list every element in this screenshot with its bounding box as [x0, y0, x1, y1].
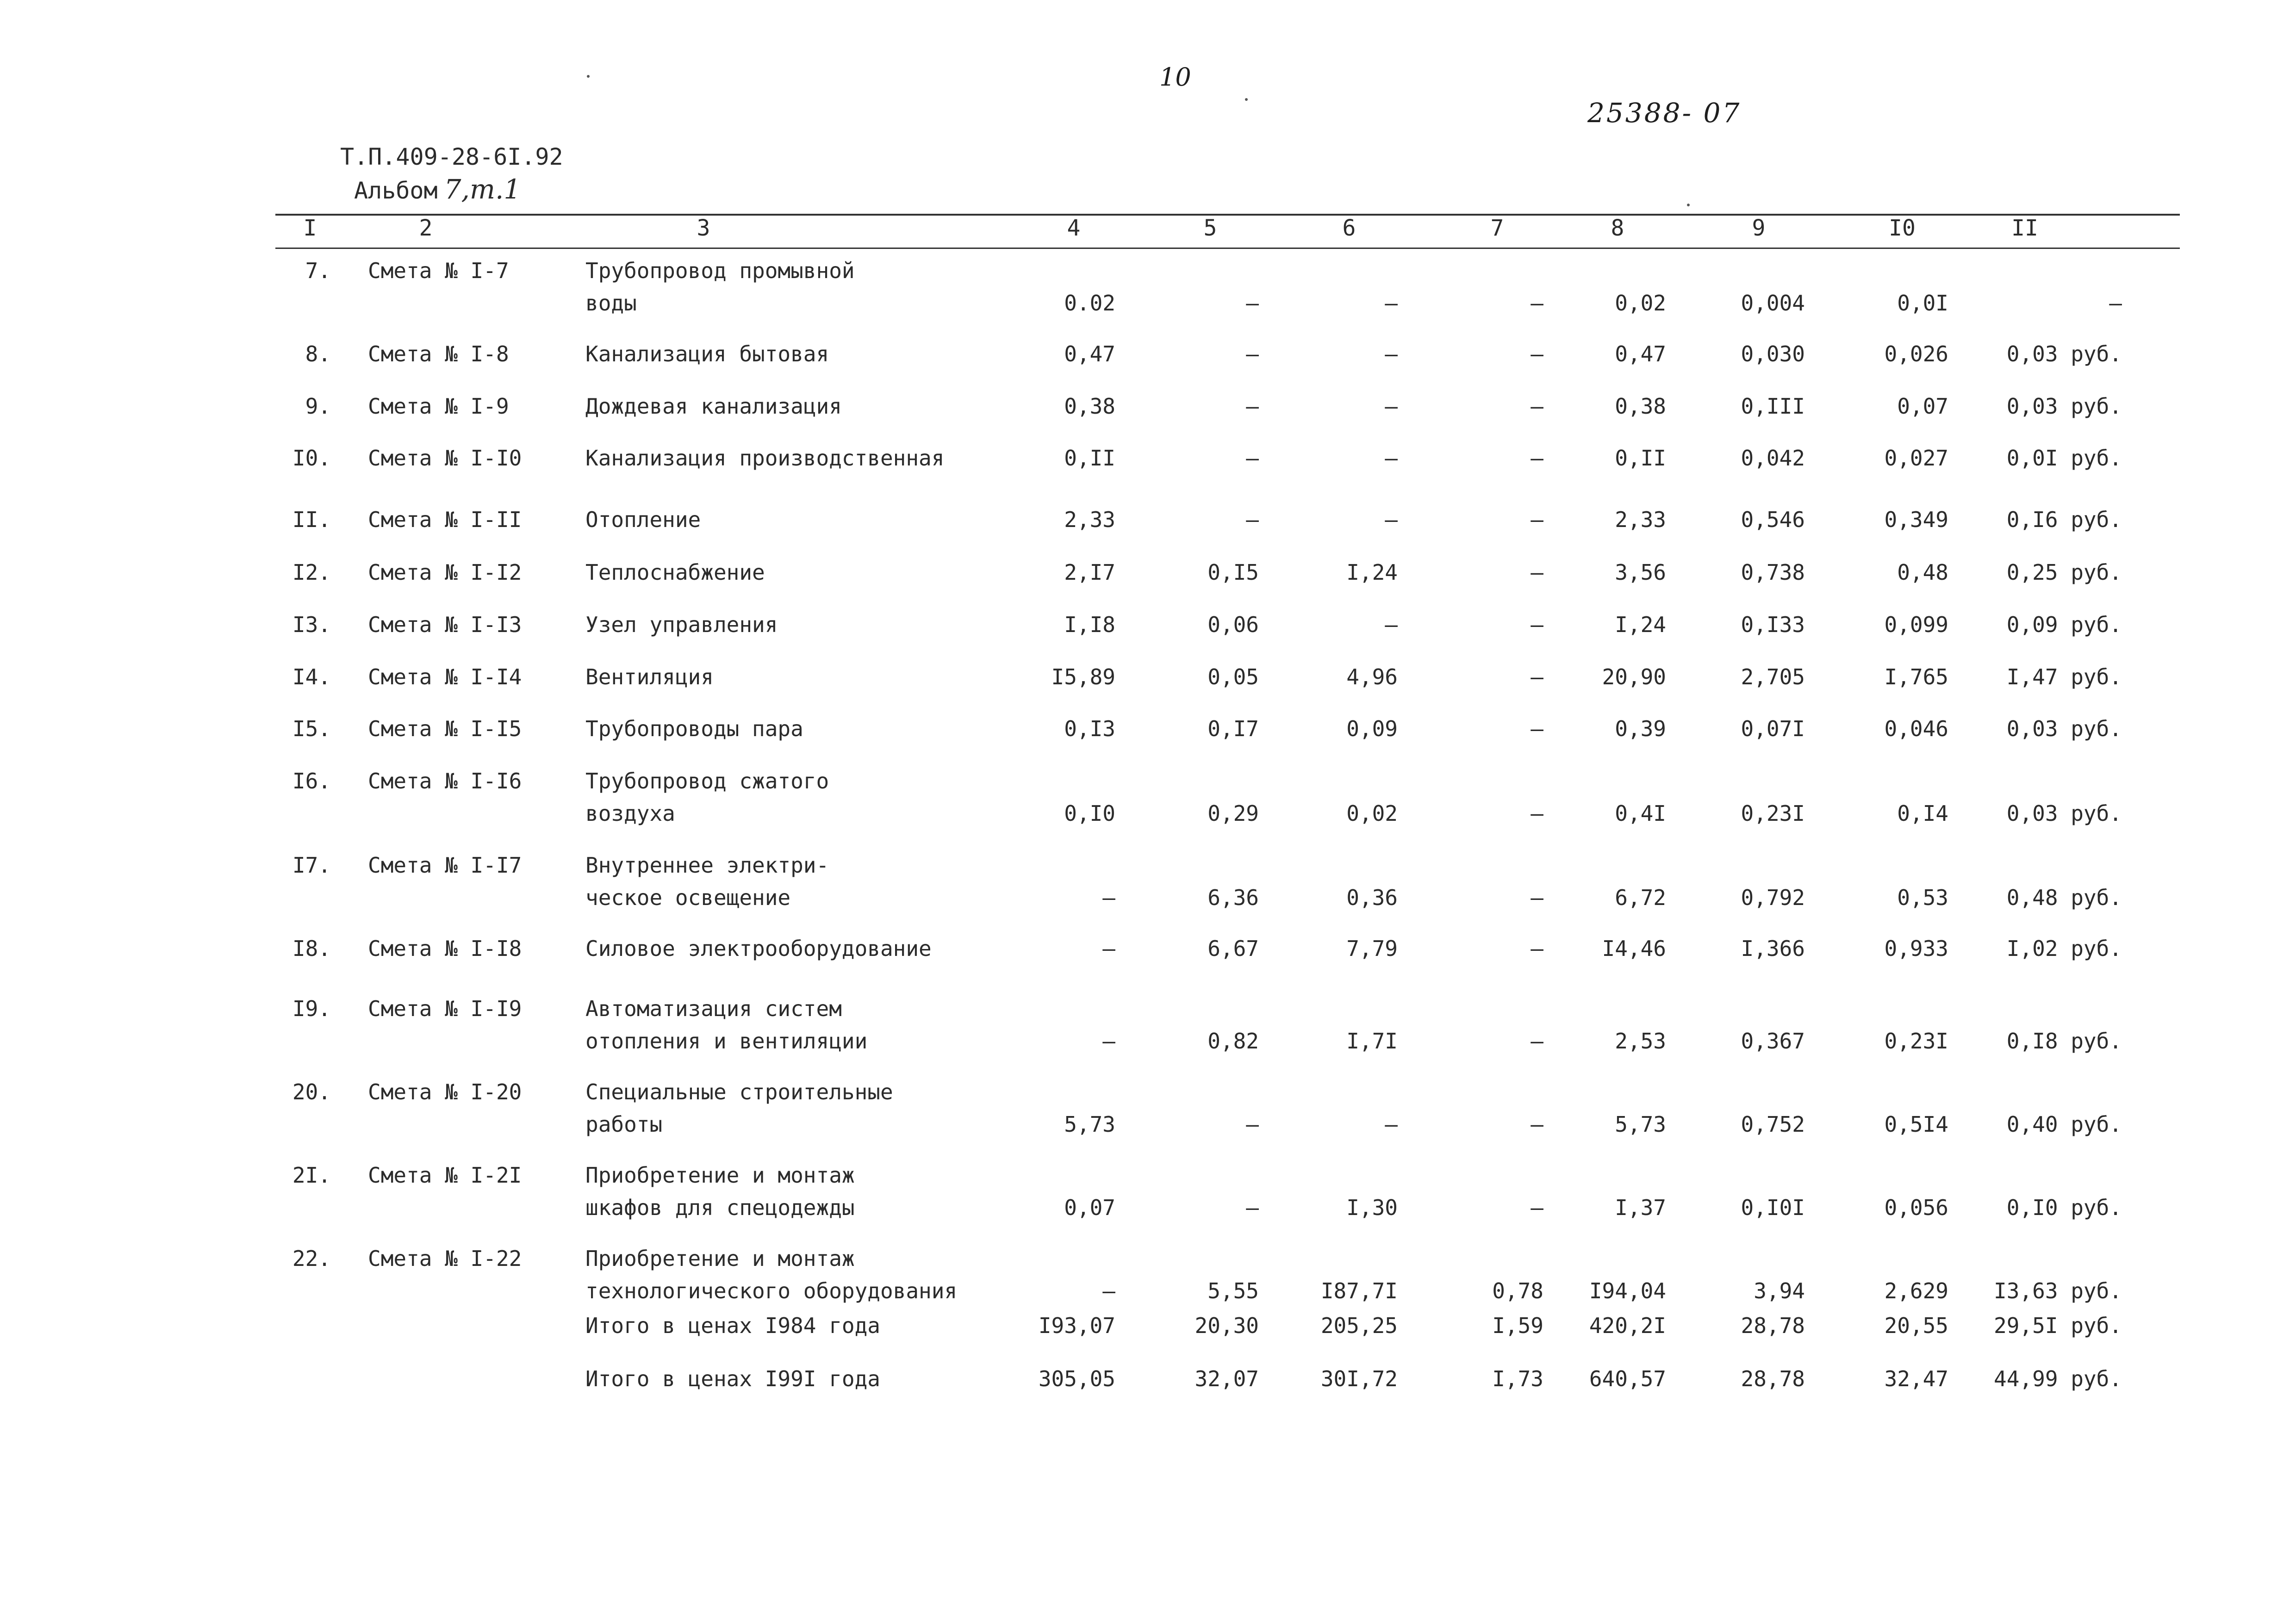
value-c11: I3,63 руб.	[1994, 1278, 2122, 1303]
row-number: 7.	[305, 258, 331, 283]
value-c8: 0,47	[1615, 341, 1666, 366]
value-c10: 2,629	[1884, 1278, 1948, 1303]
value-c4: 5,73	[1064, 1112, 1115, 1137]
scan-speck	[1245, 98, 1248, 101]
work-name-line: Приобретение и монтаж	[585, 1163, 855, 1188]
value-c11: 0,I6 руб.	[2006, 507, 2122, 532]
value-c6: 4,96	[1346, 664, 1398, 689]
value-c6: –	[1385, 1112, 1398, 1137]
value-c4: 0,II	[1064, 446, 1115, 471]
value-c5: 6,36	[1207, 885, 1259, 910]
value-c9: 0,030	[1741, 341, 1805, 366]
value-c7: –	[1531, 664, 1543, 689]
value-c11: I,47 руб.	[2006, 664, 2122, 689]
column-header-2: 2	[419, 215, 433, 241]
value-c5: –	[1246, 446, 1259, 471]
estimate-ref: Смета № I-20	[368, 1079, 522, 1104]
value-c8: I,24	[1615, 612, 1666, 637]
value-c6: –	[1385, 446, 1398, 471]
total-c7: I,59	[1492, 1313, 1543, 1338]
value-c11: 0,0I руб.	[2006, 446, 2122, 471]
row-number: 20.	[292, 1079, 331, 1104]
work-name-line: Канализация бытовая	[585, 341, 829, 366]
value-c10: 0,046	[1884, 716, 1948, 741]
album-line	[354, 174, 521, 205]
value-c8: I94,04	[1589, 1278, 1666, 1303]
value-c4: –	[1102, 936, 1115, 961]
value-c7: –	[1531, 885, 1543, 910]
value-c5: 0,29	[1207, 801, 1259, 826]
total-c9: 28,78	[1741, 1366, 1805, 1391]
value-c9: 0,I0I	[1741, 1195, 1805, 1220]
value-c4: I5,89	[1051, 664, 1115, 689]
value-c7: –	[1531, 446, 1543, 471]
value-c7: –	[1531, 1112, 1543, 1137]
work-name-line: Теплоснабжение	[585, 560, 765, 585]
row-number: 22.	[292, 1246, 331, 1271]
work-name-line: Автоматизация систем	[585, 996, 842, 1021]
album-label: Альбом	[354, 177, 438, 204]
estimate-ref: Смета № I-22	[368, 1246, 522, 1271]
work-name-line: Силовое электрооборудование	[585, 936, 932, 961]
row-number: I6.	[292, 769, 331, 794]
value-c10: 0,933	[1884, 936, 1948, 961]
value-c9: 0,III	[1741, 394, 1805, 419]
value-c11: 0,03 руб.	[2006, 394, 2122, 419]
value-c8: 2,53	[1615, 1029, 1666, 1054]
value-c7: –	[1531, 291, 1543, 316]
total-c8: 640,57	[1589, 1366, 1666, 1391]
row-number: I7.	[292, 853, 331, 878]
value-c7: –	[1531, 560, 1543, 585]
value-c4: 0,38	[1064, 394, 1115, 419]
value-c5: –	[1246, 507, 1259, 532]
value-c5: 6,67	[1207, 936, 1259, 961]
value-c5: 0,I7	[1207, 716, 1259, 741]
value-c8: 0,39	[1615, 716, 1666, 741]
column-header-6: 6	[1342, 215, 1356, 241]
row-number: I4.	[292, 664, 331, 689]
value-c6: I,30	[1346, 1195, 1398, 1220]
work-name-line: отопления и вентиляции	[585, 1029, 868, 1054]
work-name-line: Приобретение и монтаж	[585, 1246, 855, 1271]
work-name-line: Внутреннее электри-	[585, 853, 829, 878]
value-c9: 0,792	[1741, 885, 1805, 910]
row-number: II.	[292, 507, 331, 532]
column-header-9: 9	[1752, 215, 1766, 241]
value-c4: –	[1102, 1278, 1115, 1303]
value-c11: 0,40 руб.	[2006, 1112, 2122, 1137]
work-name-line: Отопление	[585, 507, 701, 532]
value-c9: 0,752	[1741, 1112, 1805, 1137]
value-c6: –	[1385, 341, 1398, 366]
total-c10: 32,47	[1884, 1366, 1948, 1391]
value-c5: 0,05	[1207, 664, 1259, 689]
value-c7: –	[1531, 1029, 1543, 1054]
total-c6: 205,25	[1320, 1313, 1398, 1338]
total-c11: 29,5I руб.	[1994, 1313, 2122, 1338]
value-c9: 2,705	[1741, 664, 1805, 689]
estimate-ref: Смета № I-I4	[368, 664, 522, 689]
value-c9: 3,94	[1754, 1278, 1805, 1303]
value-c6: 0,36	[1346, 885, 1398, 910]
value-c7: –	[1531, 801, 1543, 826]
value-c4: –	[1102, 1029, 1115, 1054]
value-c9: 0,004	[1741, 291, 1805, 316]
total-c5: 32,07	[1195, 1366, 1259, 1391]
value-c7: –	[1531, 716, 1543, 741]
value-c6: –	[1385, 507, 1398, 532]
column-header-4: 4	[1067, 215, 1081, 241]
value-c5: 0,I5	[1207, 560, 1259, 585]
work-name-line: Узел управления	[585, 612, 778, 637]
value-c8: 0,4I	[1615, 801, 1666, 826]
column-header-1: I	[303, 215, 317, 241]
work-name-line: Специальные строительные	[585, 1079, 893, 1104]
value-c10: 0,07	[1897, 394, 1948, 419]
total-c4: I93,07	[1038, 1313, 1115, 1338]
estimate-ref: Смета № I-I6	[368, 769, 522, 794]
estimate-ref: Смета № I-I2	[368, 560, 522, 585]
value-c6: 7,79	[1346, 936, 1398, 961]
value-c10: 0,53	[1897, 885, 1948, 910]
value-c10: 0,23I	[1884, 1029, 1948, 1054]
value-c10: 0,I4	[1897, 801, 1948, 826]
work-name-line: Канализация производственная	[585, 446, 945, 471]
value-c8: 0,38	[1615, 394, 1666, 419]
row-number: I8.	[292, 936, 331, 961]
value-c10: 0,026	[1884, 341, 1948, 366]
value-c5: 0,82	[1207, 1029, 1259, 1054]
estimate-ref: Смета № I-I0	[368, 446, 522, 471]
value-c11: 0,25 руб.	[2006, 560, 2122, 585]
work-name-line: Трубопровод промывной	[585, 258, 855, 283]
value-c9: 0,I33	[1741, 612, 1805, 637]
total-label: Итого в ценах I984 года	[585, 1313, 880, 1338]
scan-speck	[1687, 204, 1690, 206]
value-c6: 0,02	[1346, 801, 1398, 826]
value-c5: –	[1246, 1195, 1259, 1220]
value-c4: –	[1102, 885, 1115, 910]
row-number: 8.	[305, 341, 331, 366]
estimate-ref: Смета № I-9	[368, 394, 509, 419]
value-c8: 5,73	[1615, 1112, 1666, 1137]
value-c8: I,37	[1615, 1195, 1666, 1220]
value-c7: –	[1531, 341, 1543, 366]
value-c11: I,02 руб.	[2006, 936, 2122, 961]
estimate-ref: Смета № I-I5	[368, 716, 522, 741]
work-name-line: ческое освещение	[585, 885, 791, 910]
value-c8: 6,72	[1615, 885, 1666, 910]
total-c10: 20,55	[1884, 1313, 1948, 1338]
value-c5: –	[1246, 394, 1259, 419]
value-c9: 0,546	[1741, 507, 1805, 532]
column-header-10: I0	[1889, 215, 1916, 241]
value-c10: 0,099	[1884, 612, 1948, 637]
value-c7: –	[1531, 394, 1543, 419]
row-number: 2I.	[292, 1163, 331, 1188]
value-c11: 0,48 руб.	[2006, 885, 2122, 910]
column-header-3: 3	[697, 215, 710, 241]
estimate-ref: Смета № I-2I	[368, 1163, 522, 1188]
value-c11: 0,I0 руб.	[2006, 1195, 2122, 1220]
value-c6: –	[1385, 394, 1398, 419]
column-header-7: 7	[1490, 215, 1504, 241]
album-value: 7,т.1	[444, 174, 521, 205]
value-c9: 0,367	[1741, 1029, 1805, 1054]
row-number: I0.	[292, 446, 331, 471]
value-c10: 0,5I4	[1884, 1112, 1948, 1137]
estimate-ref: Смета № I-7	[368, 258, 509, 283]
column-header-5: 5	[1203, 215, 1217, 241]
value-c11: 0,03 руб.	[2006, 716, 2122, 741]
estimate-ref: Смета № I-I8	[368, 936, 522, 961]
column-header-11: II	[2011, 215, 2038, 241]
work-name-line: Вентиляция	[585, 664, 714, 689]
value-c9: I,366	[1741, 936, 1805, 961]
value-c4: I,I8	[1064, 612, 1115, 637]
value-c11: –	[2109, 291, 2122, 316]
value-c4: 2,33	[1064, 507, 1115, 532]
work-name-line: воды	[585, 291, 637, 316]
value-c8: I4,46	[1602, 936, 1666, 961]
value-c9: 0,23I	[1741, 801, 1805, 826]
value-c6: –	[1385, 291, 1398, 316]
row-number: 9.	[305, 394, 331, 419]
value-c11: 0,03 руб.	[2006, 341, 2122, 366]
value-c6: 0,09	[1346, 716, 1398, 741]
project-code: Т.П.409-28-6I.92	[340, 143, 563, 170]
value-c5: 0,06	[1207, 612, 1259, 637]
table-header-rule	[275, 248, 2180, 249]
column-header-8: 8	[1611, 215, 1624, 241]
value-c8: 0,02	[1615, 291, 1666, 316]
value-c7: 0,78	[1492, 1278, 1543, 1303]
estimate-ref: Смета № I-I3	[368, 612, 522, 637]
estimate-ref: Смета № I-II	[368, 507, 522, 532]
row-number: I5.	[292, 716, 331, 741]
value-c8: 2,33	[1615, 507, 1666, 532]
total-c11: 44,99 руб.	[1994, 1366, 2122, 1391]
value-c11: 0,03 руб.	[2006, 801, 2122, 826]
value-c6: I,24	[1346, 560, 1398, 585]
total-c9: 28,78	[1741, 1313, 1805, 1338]
value-c4: 0,I3	[1064, 716, 1115, 741]
value-c5: –	[1246, 291, 1259, 316]
value-c7: –	[1531, 1195, 1543, 1220]
value-c9: 0,738	[1741, 560, 1805, 585]
value-c4: 0,07	[1064, 1195, 1115, 1220]
estimate-ref: Смета № I-I7	[368, 853, 522, 878]
value-c4: 0,47	[1064, 341, 1115, 366]
value-c8: 20,90	[1602, 664, 1666, 689]
value-c5: –	[1246, 1112, 1259, 1137]
scan-speck	[587, 75, 590, 78]
value-c10: 0,0I	[1897, 291, 1948, 316]
work-name-line: технологического оборудования	[585, 1278, 958, 1303]
value-c11: 0,I8 руб.	[2006, 1029, 2122, 1054]
total-label: Итого в ценах I99I года	[585, 1366, 880, 1391]
estimate-ref: Смета № I-I9	[368, 996, 522, 1021]
value-c4: 0.02	[1064, 291, 1115, 316]
total-c5: 20,30	[1195, 1313, 1259, 1338]
value-c10: 0,027	[1884, 446, 1948, 471]
value-c11: 0,09 руб.	[2006, 612, 2122, 637]
value-c6: I87,7I	[1320, 1278, 1398, 1303]
value-c5: 5,55	[1207, 1278, 1259, 1303]
estimate-ref: Смета № I-8	[368, 341, 509, 366]
value-c8: 0,II	[1615, 446, 1666, 471]
value-c10: 0,056	[1884, 1195, 1948, 1220]
row-number: I9.	[292, 996, 331, 1021]
total-c4: 305,05	[1038, 1366, 1115, 1391]
work-name-line: Дождевая канализация	[585, 394, 842, 419]
work-name-line: воздуха	[585, 801, 675, 826]
work-name-line: Трубопровод сжатого	[585, 769, 829, 794]
value-c9: 0,07I	[1741, 716, 1805, 741]
value-c6: I,7I	[1346, 1029, 1398, 1054]
value-c4: 2,I7	[1064, 560, 1115, 585]
value-c10: 0,48	[1897, 560, 1948, 585]
value-c7: –	[1531, 936, 1543, 961]
work-name-line: Трубопроводы пара	[585, 716, 803, 741]
work-name-line: шкафов для спецодежды	[585, 1195, 855, 1220]
page-number: 10	[1159, 62, 1191, 92]
value-c4: 0,I0	[1064, 801, 1115, 826]
total-c8: 420,2I	[1589, 1313, 1666, 1338]
value-c9: 0,042	[1741, 446, 1805, 471]
row-number: I2.	[292, 560, 331, 585]
document-number: 25388- 07	[1587, 97, 1742, 129]
value-c10: 0,349	[1884, 507, 1948, 532]
value-c7: –	[1531, 612, 1543, 637]
value-c8: 3,56	[1615, 560, 1666, 585]
value-c10: I,765	[1884, 664, 1948, 689]
total-c6: 30I,72	[1320, 1366, 1398, 1391]
value-c5: –	[1246, 341, 1259, 366]
value-c6: –	[1385, 612, 1398, 637]
row-number: I3.	[292, 612, 331, 637]
total-c7: I,73	[1492, 1366, 1543, 1391]
value-c7: –	[1531, 507, 1543, 532]
work-name-line: работы	[585, 1112, 663, 1137]
